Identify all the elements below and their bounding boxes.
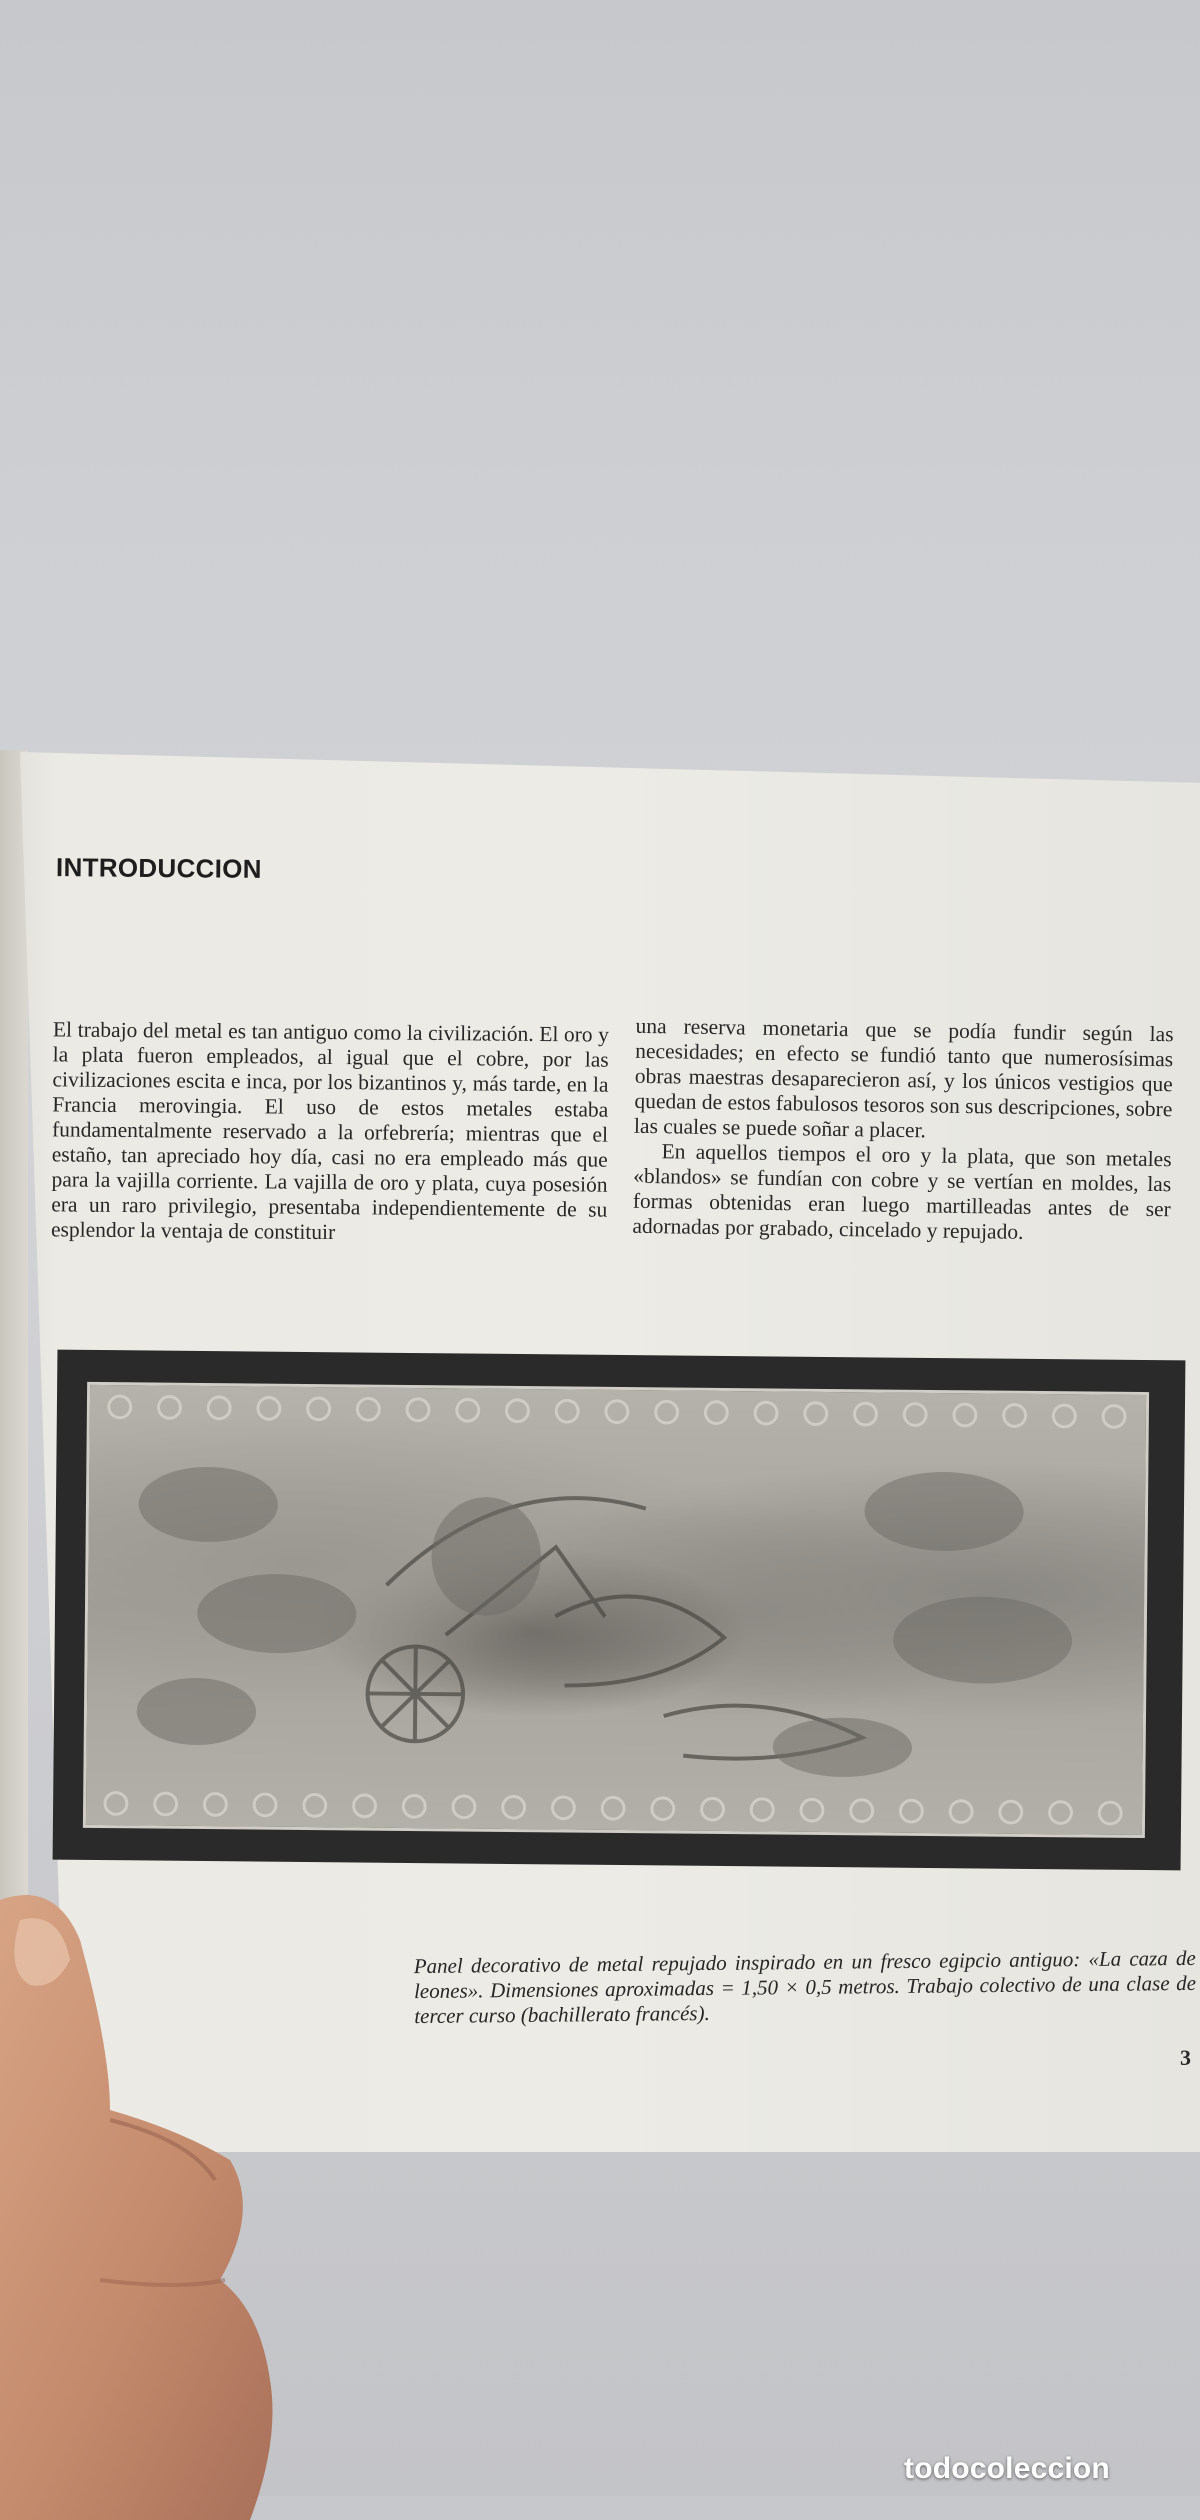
relief-panel-image: [83, 1382, 1149, 1838]
watermark-text: todocoleccion: [904, 2452, 1110, 2485]
book-binding-edge: [0, 750, 28, 1990]
paragraph-left: El trabajo del metal es tan antiguo como la civilización. El oro y la plata fueron empleados, al igual que el cobre, por las civilizaciones escita e inca, por los bizantinos y, más tarde, en la Francia merovingia. El uso de estos metales estaba fundamentalmente reservado a la orfebrería; mientras que el estaño, tan apreciado hoy día, casi no era empleado más que para la vajilla corriente. La vajilla de oro y plata, cuya posesión era un raro privilegio, presentaba independientemente de su esplendor la ventaja de constituir: [50, 1017, 610, 1245]
paragraph-right-2: En aquellos tiempos el oro y la plata, que son metales «blandos» se fundían con cobre y se vertían en moldes, las formas obtenidas eran luego martilleadas antes de ser adornadas por grabado, cincelado y repujado.: [632, 1139, 1172, 1244]
relief-scene-illustration: [86, 1385, 1146, 1835]
relief-panel-photo: [53, 1350, 1186, 1871]
text-column-left: [51, 1017, 609, 1247]
hand-holding-book: [0, 1880, 340, 2520]
page-number: 3: [1180, 2045, 1191, 2070]
photo-caption: Panel decorativo de metal repujado inspirado en un fresco egipcio antiguo: «La caza de leones». Dimensiones aproximadas = 1,50 × 0,5 metros. Trabajo colectivo de una clase de tercer curso (bachillerato francés).: [413, 1945, 1197, 2029]
paragraph-right-1: una reserva monetaria que se podía fundir según las necesidades; en efecto se fundió tanto que numerosísimas obras maestras desaparecieron así, y los únicos vestigios que quedan de estos fabulosos tesoros son sus descripciones, sobre las cuales se puede soñar a placer.: [633, 1013, 1174, 1143]
text-column-right: [632, 1014, 1173, 1247]
page-title: INTRODUCCION: [55, 852, 262, 884]
